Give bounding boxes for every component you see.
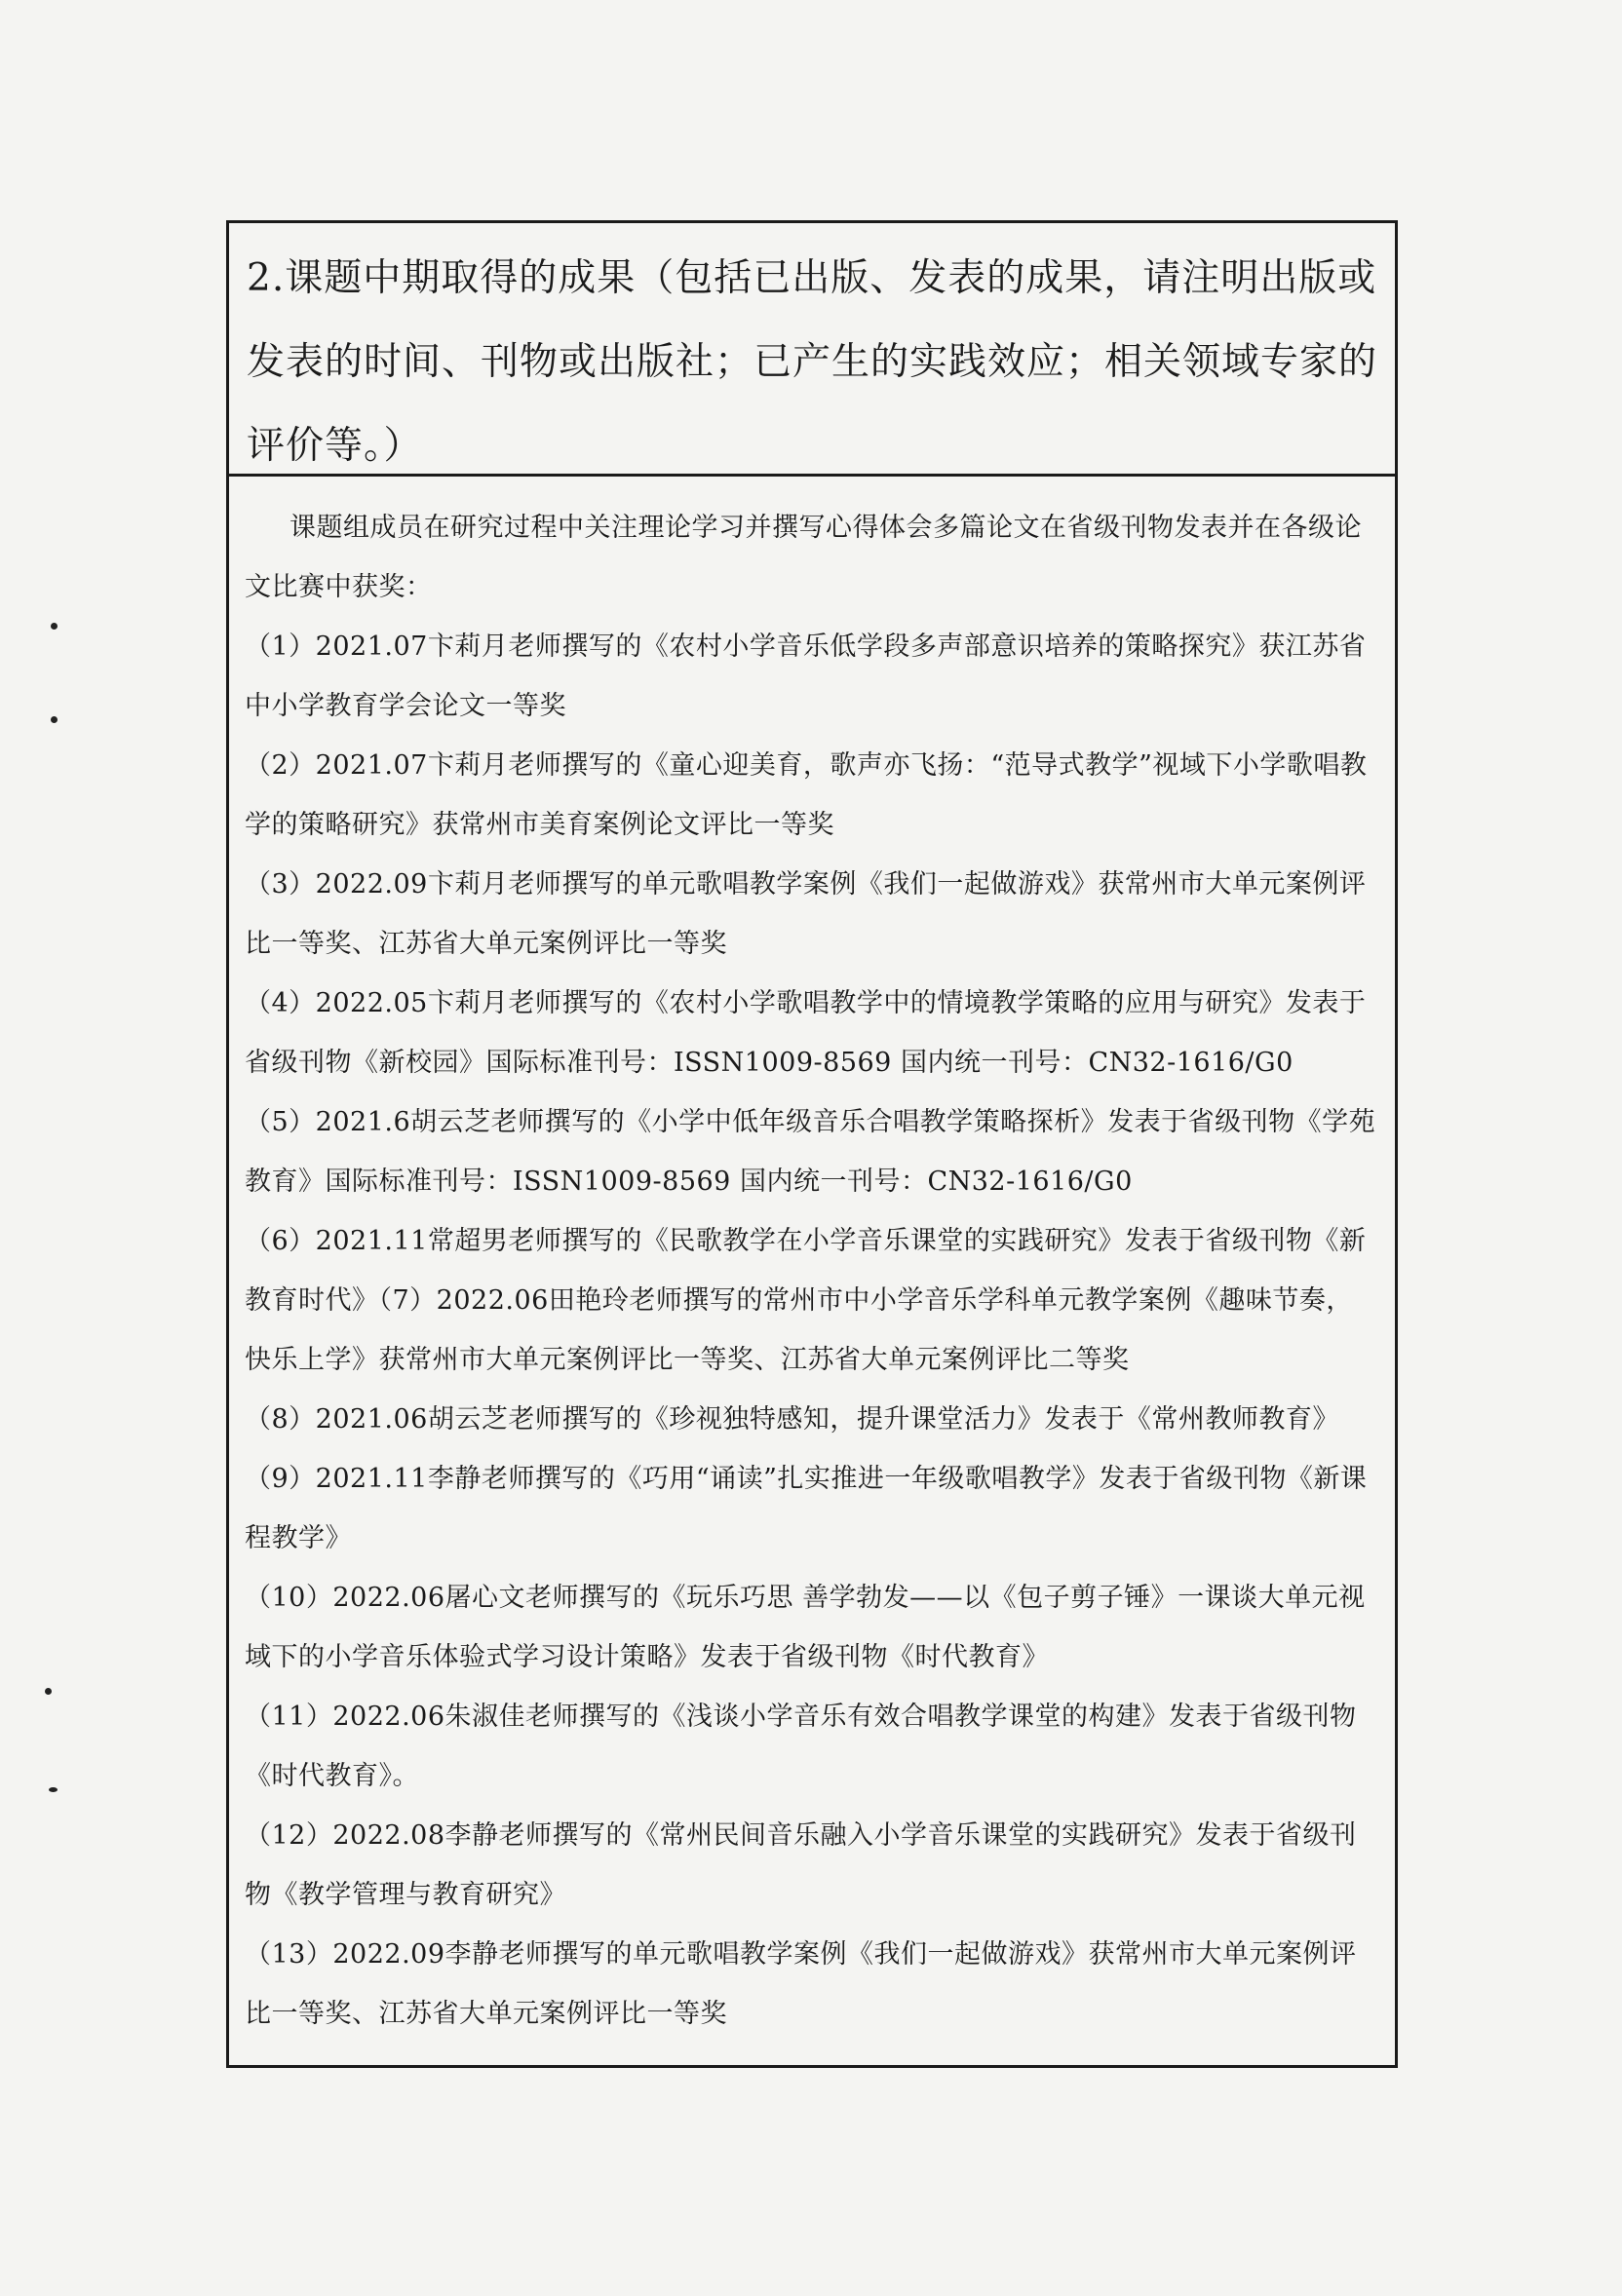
binding-hole-mark bbox=[49, 1787, 58, 1792]
achievement-item: （9）2021.11李静老师撰写的《巧用“诵读”扎实推进一年级歌唱教学》发表于省级刊物《新课程教学》 bbox=[245, 1464, 1368, 1553]
binding-hole-mark bbox=[51, 623, 58, 630]
achievement-item: （1）2021.07卞莉月老师撰写的《农村小学音乐低学段多声部意识培养的策略探究》获江苏省中小学教育学会论文一等奖 bbox=[245, 631, 1367, 721]
achievement-item: （10）2022.06屠心文老师撰写的《玩乐巧思 善学勃发——以《包子剪子锤》一课谈大单元视域下的小学音乐体验式学习设计策略》发表于省级刊物《时代教育》 bbox=[245, 1583, 1366, 1672]
achievement-item: （4）2022.05卞莉月老师撰写的《农村小学歌唱教学中的情境教学策略的应用与研究》发表于省级刊物《新校园》国际标准刊号：ISSN1009-8569 国内统一刊号：CN32-1616/G0 bbox=[245, 988, 1367, 1078]
binding-hole-mark bbox=[51, 716, 58, 723]
table-header-cell bbox=[229, 223, 1395, 477]
section-heading: 2.课题中期取得的成果（包括已出版、发表的成果，请注明出版或发表的时间、刊物或出版社；已产生的实践效应；相关领域专家的评价等。） bbox=[247, 256, 1378, 468]
achievement-item: （6）2021.11常超男老师撰写的《民歌教学在小学音乐课堂的实践研究》发表于省级刊物《新教育时代》（7）2022.06田艳玲老师撰写的常州市中小学音乐学科单元教学案例《趣味节奏，快乐上学》获常州市大单元案例评比一等奖、江苏省大单元案例评比二等奖 bbox=[245, 1226, 1367, 1375]
achievement-item: （2）2021.07卞莉月老师撰写的《童心迎美育，歌声亦飞扬：“范导式教学”视域下小学歌唱教学的策略研究》获常州市美育案例论文评比一等奖 bbox=[245, 750, 1368, 840]
intro-paragraph: 课题组成员在研究过程中关注理论学习并撰写心得体会多篇论文在省级刊物发表并在各级论文比赛中获奖： bbox=[245, 513, 1362, 602]
binding-hole-mark bbox=[45, 1688, 52, 1695]
achievement-item: （3）2022.09卞莉月老师撰写的单元歌唱教学案例《我们一起做游戏》获常州市大单元案例评比一等奖、江苏省大单元案例评比一等奖 bbox=[245, 869, 1367, 959]
achievement-item: （11）2022.06朱淑佳老师撰写的《浅谈小学音乐有效合唱教学课堂的构建》发表于省级刊物《时代教育》。 bbox=[245, 1702, 1357, 1791]
achievement-item: （8）2021.06胡云芝老师撰写的《珍视独特感知，提升课堂活力》发表于《常州教师教育》 bbox=[245, 1404, 1339, 1435]
achievement-item: （5）2021.6胡云芝老师撰写的《小学中低年级音乐合唱教学策略探析》发表于省级刊物《学苑教育》国际标准刊号：ISSN1009-8569 国内统一刊号：CN32-1616/G0 bbox=[245, 1107, 1376, 1197]
achievement-item: （13）2022.09李静老师撰写的单元歌唱教学案例《我们一起做游戏》获常州市大单元案例评比一等奖、江苏省大单元案例评比一等奖 bbox=[245, 1939, 1357, 2029]
achievement-item: （12）2022.08李静老师撰写的《常州民间音乐融入小学音乐课堂的实践研究》发表于省级刊物《教学管理与教育研究》 bbox=[245, 1820, 1357, 1910]
table-body-cell bbox=[229, 477, 1395, 2065]
report-table bbox=[226, 220, 1398, 2068]
